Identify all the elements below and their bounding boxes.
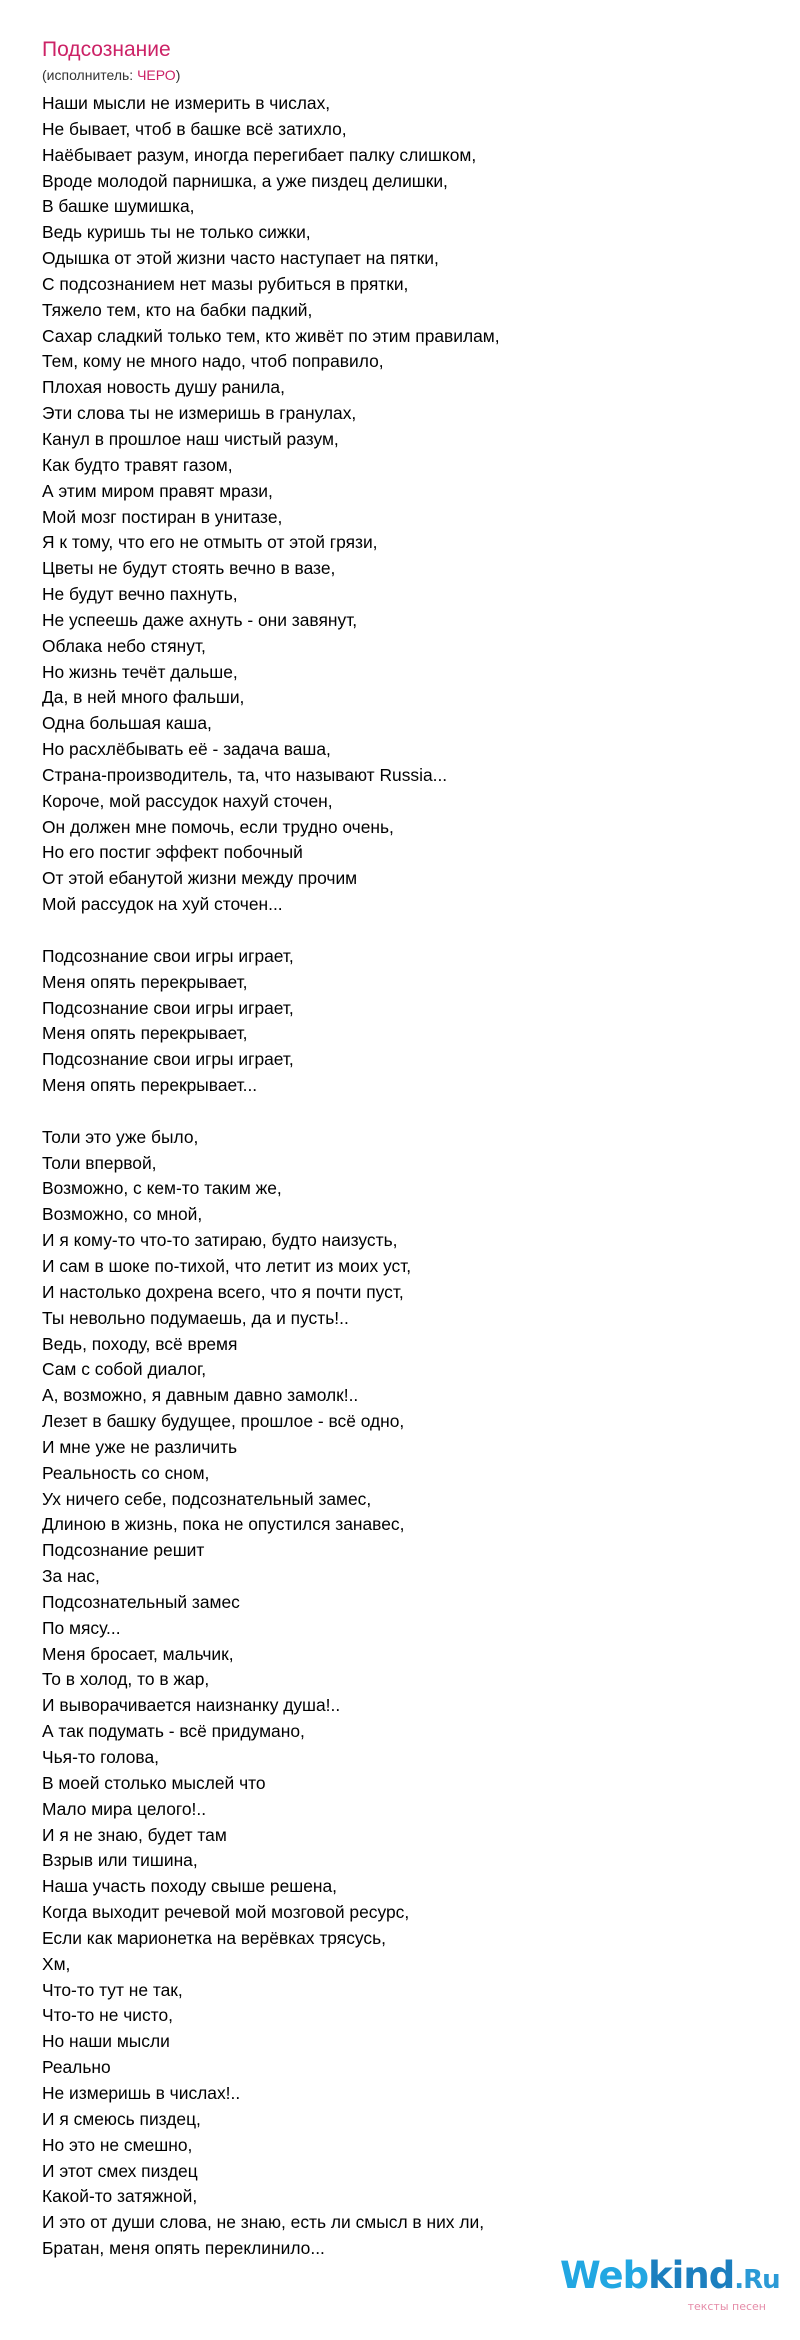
logo-part-web: Web <box>560 2254 649 2297</box>
lyric-line: Но жизнь течёт дальше, <box>42 661 238 682</box>
lyric-line: Когда выходит речевой мой мозговой ресурс, <box>42 1902 410 1923</box>
lyric-line: Подсознание свои игры играет, <box>42 997 294 1018</box>
lyric-line: А этим миром правят мрази, <box>42 480 273 501</box>
lyric-line: Подсознание решит <box>42 1540 205 1561</box>
logo-part-ru: .Ru <box>734 2265 780 2295</box>
lyric-line: Облака небо стянут, <box>42 635 206 656</box>
lyric-line: И этот смех пиздец <box>42 2160 198 2181</box>
lyric-line: Не будут вечно пахнуть, <box>42 584 238 605</box>
lyric-line: Плохая новость душу ранила, <box>42 377 285 398</box>
lyric-line: Реальность со сном, <box>42 1462 210 1483</box>
lyric-line: Как будто травят газом, <box>42 454 233 475</box>
lyric-line: В башке шумишка, <box>42 196 195 217</box>
lyric-line: Лезет в башку будущее, прошлое - всё одно, <box>42 1411 405 1432</box>
lyric-line: Мой рассудок на хуй сточен... <box>42 894 283 915</box>
lyric-line: Да, в ней много фальши, <box>42 687 245 708</box>
song-title: Подсознание <box>42 38 171 61</box>
lyric-line: Я к тому, что его не отмыть от этой грязи, <box>42 532 378 553</box>
lyric-line: И выворачивается наизнанку душа!.. <box>42 1695 341 1716</box>
lyric-line: Толи впервой, <box>42 1152 157 1173</box>
lyric-line: Наша участь походу свыше решена, <box>42 1876 337 1897</box>
lyric-line: Но его постиг эффект побочный <box>42 842 303 863</box>
lyric-line: Возможно, со мной, <box>42 1204 203 1225</box>
lyric-line: Короче, мой рассудок нахуй сточен, <box>42 790 333 811</box>
lyric-line: Вроде молодой парнишка, а уже пиздец делишки, <box>42 170 448 191</box>
lyric-line: За нас, <box>42 1566 100 1587</box>
lyric-line: Меня бросает, мальчик, <box>42 1643 234 1664</box>
lyric-line: Канул в прошлое наш чистый разум, <box>42 428 339 449</box>
lyric-line: Одышка от этой жизни часто наступает на пятки, <box>42 248 439 269</box>
artist-suffix: ) <box>175 67 181 83</box>
stanza-gap <box>42 1099 762 1125</box>
artist-prefix: (исполнитель: <box>42 67 138 83</box>
lyric-line: От этой ебанутой жизни между прочим <box>42 868 358 889</box>
lyric-line: И я кому-то что-то затираю, будто наизусть, <box>42 1230 398 1251</box>
lyric-line: Ведь, походу, всё время <box>42 1333 238 1354</box>
lyric-line: Что-то не чисто, <box>42 2005 173 2026</box>
lyric-line: Меня опять перекрывает, <box>42 971 248 992</box>
lyric-line: И настолько дохрена всего, что я почти пуст, <box>42 1281 404 1302</box>
lyric-line: Меня опять перекрывает... <box>42 1075 258 1096</box>
lyric-line: И я не знаю, будет там <box>42 1824 227 1845</box>
lyric-line: Подсознательный замес <box>42 1591 240 1612</box>
lyric-line: Толи это уже было, <box>42 1126 199 1147</box>
lyric-line: Братан, меня опять переклинило... <box>42 2238 325 2259</box>
logo-part-kind: kind <box>648 2254 735 2297</box>
lyric-line: Одна большая каша, <box>42 713 212 734</box>
lyric-line: Ух ничего себе, подсознательный замес, <box>42 1488 372 1509</box>
lyric-line: А так подумать - всё придумано, <box>42 1721 305 1742</box>
webkind-logo[interactable] <box>560 2254 780 2316</box>
lyric-line: Он должен мне помочь, если трудно очень, <box>42 816 394 837</box>
lyric-line: Не бывает, чтоб в башке всё затихло, <box>42 118 347 139</box>
lyric-line: Длиною в жизнь, пока не опустился занавес, <box>42 1514 405 1535</box>
logo-tagline: тексты песен <box>687 2300 766 2313</box>
lyric-line: Цветы не будут стоять вечно в вазе, <box>42 558 336 579</box>
stanza-gap <box>42 918 762 944</box>
lyric-line: Подсознание свои игры играет, <box>42 945 294 966</box>
lyric-line: Чья-то голова, <box>42 1747 159 1767</box>
lyric-line: Страна-производитель, та, что называют Russia... <box>42 764 448 785</box>
lyric-line: Возможно, с кем-то таким же, <box>42 1178 282 1199</box>
lyric-line: Меня опять перекрывает, <box>42 1023 248 1044</box>
artist-link[interactable]: ЧЕРО <box>137 67 176 83</box>
lyric-line: По мясу... <box>42 1617 121 1638</box>
lyric-line: Сахар сладкий только тем, кто живёт по этим правилам, <box>42 325 500 346</box>
lyric-line: И это от души слова, не знаю, есть ли смысл в них ли, <box>42 2212 485 2233</box>
lyric-line: И я смеюсь пиздец, <box>42 2108 201 2129</box>
lyric-line: Но наши мысли <box>42 2031 170 2052</box>
lyric-line: А, возможно, я давным давно замолк!.. <box>42 1385 359 1406</box>
lyric-line: Но это не смешно, <box>42 2134 193 2155</box>
lyric-line: Сам с собой диалог, <box>42 1359 207 1380</box>
lyric-line: В моей столько мыслей что <box>42 1772 266 1793</box>
lyric-line: Эти слова ты не измеришь в гранулах, <box>42 403 357 424</box>
lyric-line: Но расхлёбывать её - задача ваша, <box>42 739 331 760</box>
lyric-line: Ты невольно подумаешь, да и пусть!.. <box>42 1307 349 1328</box>
lyric-line: Тяжело тем, кто на бабки падкий, <box>42 299 313 320</box>
lyric-line: Мой мозг постиран в унитазе, <box>42 506 283 527</box>
lyric-line: Хм, <box>42 1953 71 1974</box>
lyric-line: Наёбывает разум, иногда перегибает палку слишком, <box>42 144 477 165</box>
lyric-line: Ведь куришь ты не только сижки, <box>42 222 311 243</box>
lyric-line: Какой-то затяжной, <box>42 2186 198 2207</box>
lyric-line: Что-то тут не так, <box>42 1979 183 2000</box>
lyric-line: Подсознание свои игры играет, <box>42 1049 294 1070</box>
logo-wordmark <box>560 2254 780 2300</box>
lyric-line: Реально <box>42 2057 111 2078</box>
lyric-line: Взрыв или тишина, <box>42 1850 198 1871</box>
lyric-line: Не измеришь в числах!.. <box>42 2082 241 2103</box>
lyrics-body <box>42 91 762 2262</box>
lyric-line: И мне уже не различить <box>42 1436 238 1457</box>
lyric-line: Наши мысли не измерить в числах, <box>42 93 331 113</box>
lyric-line: С подсознанием нет мазы рубиться в прятки, <box>42 273 409 294</box>
lyric-line: Не успеешь даже ахнуть - они завянут, <box>42 609 358 630</box>
lyric-line: Мало мира целого!.. <box>42 1798 207 1819</box>
artist-line <box>42 65 762 85</box>
lyric-line: То в холод, то в жар, <box>42 1669 210 1690</box>
page-content <box>42 36 762 2262</box>
lyric-line: Если как марионетка на верёвках трясусь, <box>42 1927 386 1948</box>
lyric-line: И сам в шоке по-тихой, что летит из моих уст, <box>42 1255 412 1276</box>
lyric-line: Тем, кому не много надо, чтоб поправило, <box>42 351 384 372</box>
